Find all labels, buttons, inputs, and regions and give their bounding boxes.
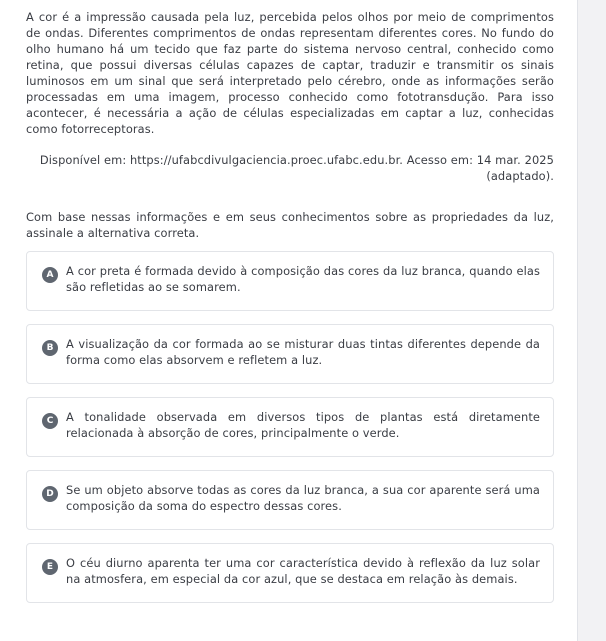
passage-text: A cor é a impressão causada pela luz, percebida pelos olhos por meio de comprimentos de ondas. Diferentes comprimentos de ondas representam diferentes cores. No fundo do olho humano há um tecido que faz parte do sistema nervoso central, conhecido como retina, que possui diversas células capazes de captar, traduzir e transmitir os sinais luminosos em um sinal que será interpretado pelo cérebro, onde as informações serão processadas em uma imagem, processo conhecido como fototransdução. Para isso acontecer, é necessária a ação de células especializadas em captar a luz, conhecidas como fotorreceptoras. bbox=[26, 10, 554, 136]
alternatives-list bbox=[26, 251, 554, 603]
question-stem: Com base nessas informações e em seus conhecimentos sobre as propriedades da luz, assinale a alternativa correta. bbox=[26, 210, 554, 240]
alternative-e[interactable] bbox=[26, 543, 554, 603]
alternative-letter-badge: B bbox=[42, 340, 58, 356]
source-citation: Disponível em: https://ufabcdivulgaciencia.proec.ufabc.edu.br. Acesso em: 14 mar. 2025 (adaptado). bbox=[39, 153, 554, 183]
alternative-text: O céu diurno aparenta ter uma cor característica devido à reflexão da luz solar na atmosfera, em especial da cor azul, que se destaca em relação às demais. bbox=[66, 556, 540, 586]
alternative-b[interactable] bbox=[26, 324, 554, 384]
question-content bbox=[26, 9, 554, 616]
alternative-letter-badge: A bbox=[42, 267, 58, 283]
alternative-text: A tonalidade observada em diversos tipos de plantas está diretamente relacionada à absorção de cores, principalmente o verde. bbox=[66, 410, 540, 440]
alternative-letter-badge: E bbox=[42, 559, 58, 575]
alternative-text: A visualização da cor formada ao se misturar duas tintas diferentes depende da forma como elas absorvem e refletem a luz. bbox=[66, 337, 540, 367]
alternative-letter-badge: C bbox=[42, 413, 58, 429]
alternative-text: Se um objeto absorve todas as cores da luz branca, a sua cor aparente será uma composição da soma do espectro dessas cores. bbox=[66, 483, 540, 513]
alternative-d[interactable] bbox=[26, 470, 554, 530]
alternative-letter-badge: D bbox=[42, 486, 58, 502]
alternative-text: A cor preta é formada devido à composição das cores da luz branca, quando elas são refletidas ao se somarem. bbox=[66, 264, 540, 294]
alternative-c[interactable] bbox=[26, 397, 554, 457]
alternative-a[interactable] bbox=[26, 251, 554, 311]
